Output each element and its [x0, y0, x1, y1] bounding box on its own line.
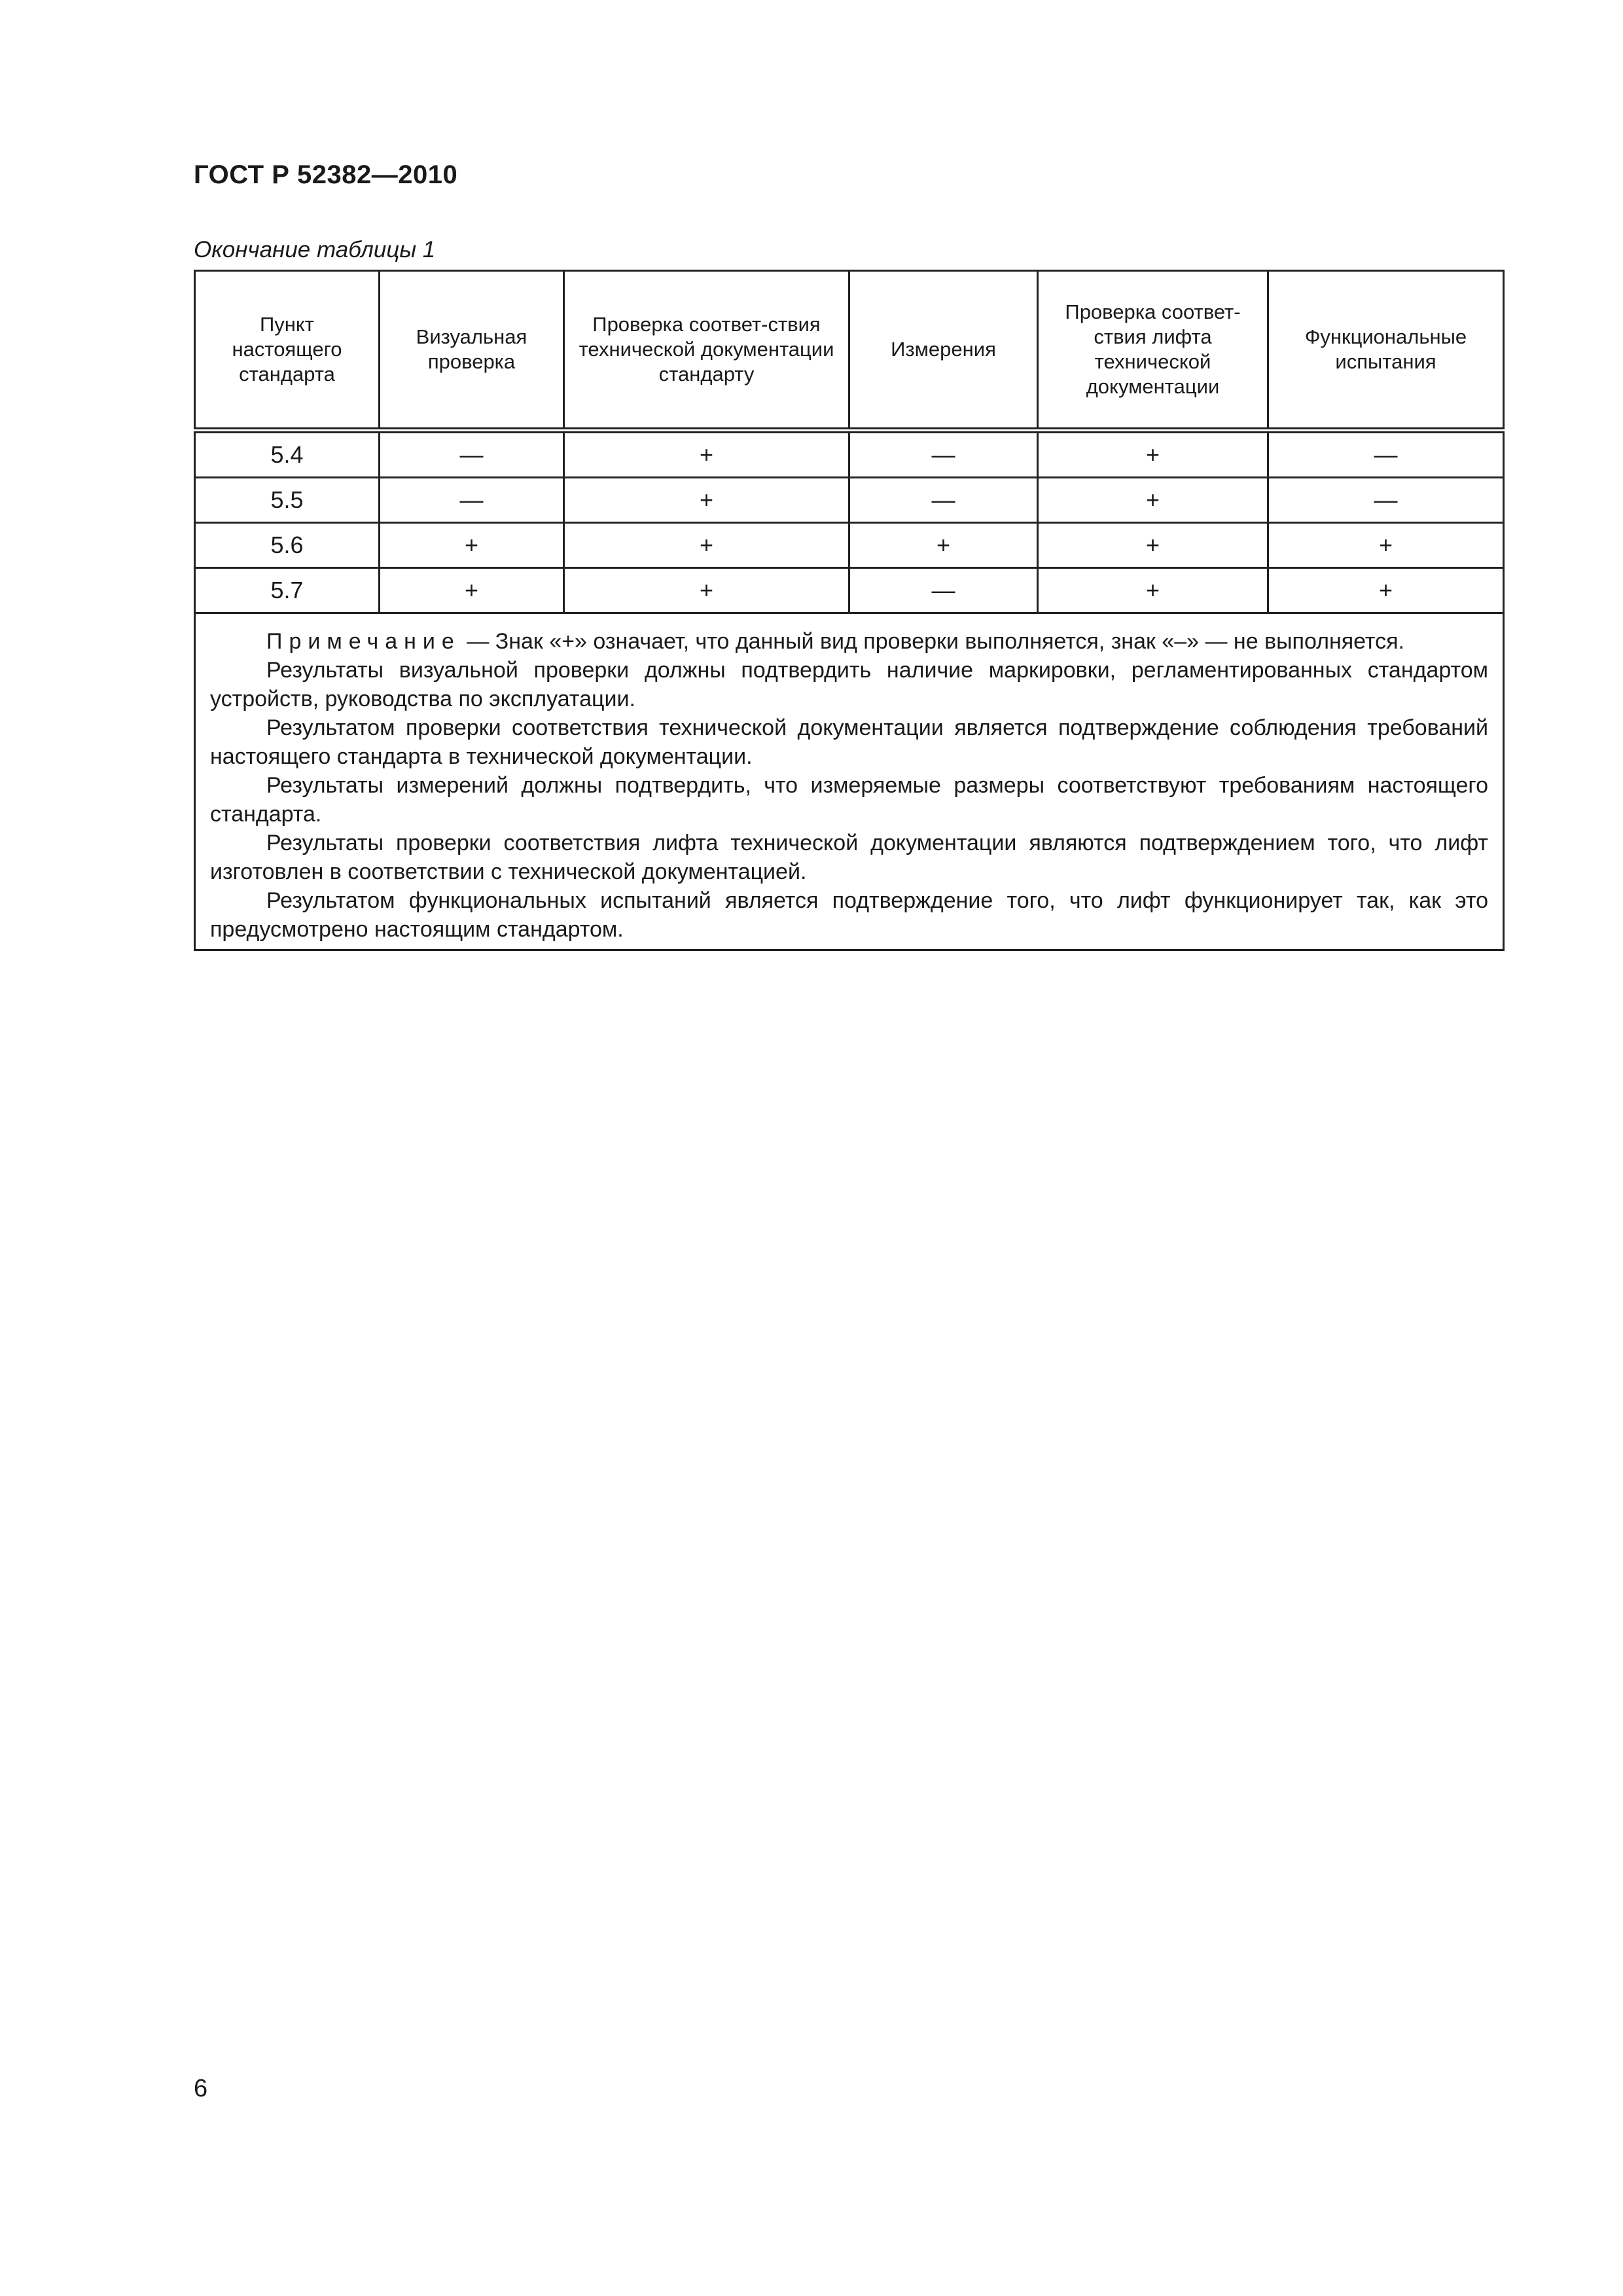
- column-header-clause: Пункт настоящего стандарта: [195, 271, 380, 431]
- note-paragraph: Результаты проверки соответствия лифта технической документации являются подтверждением того, что лифт изготовлен в соответствии с технической документацией.: [210, 831, 1488, 884]
- table-cell: 5.4: [195, 431, 380, 478]
- table-cell: —: [380, 431, 564, 478]
- table-cell: —: [849, 431, 1038, 478]
- table-cell: +: [1038, 478, 1268, 523]
- table-cell: +: [564, 568, 849, 613]
- table-row: [195, 523, 1504, 568]
- inspection-table: [194, 270, 1505, 951]
- table-cell: +: [1268, 568, 1504, 613]
- column-header-visual-check: Визуальная проверка: [380, 271, 564, 431]
- note-paragraph: Результатом функциональных испытаний является подтверждение того, что лифт функционирует так, как это предусмотрено настоящим стандартом.: [210, 888, 1488, 942]
- table-cell: +: [1268, 523, 1504, 568]
- table-caption: Окончание таблицы 1: [194, 237, 436, 262]
- table-cell: —: [849, 478, 1038, 523]
- table-cell: +: [1038, 431, 1268, 478]
- table-row: [195, 568, 1504, 613]
- table-cell: —: [849, 568, 1038, 613]
- table-cell: 5.7: [195, 568, 380, 613]
- table-header-row: [195, 271, 1504, 431]
- table-cell: 5.5: [195, 478, 380, 523]
- note-paragraph: Результаты визуальной проверки должны подтвердить наличие маркировки, регламентированных стандартом устройств, руководства по эксплуатации.: [210, 658, 1488, 711]
- table-cell: —: [1268, 478, 1504, 523]
- table-note: [195, 613, 1504, 950]
- note-label: Примечание: [266, 629, 461, 654]
- column-header-functional-tests: Функциональные испытания: [1268, 271, 1504, 431]
- table-cell: +: [1038, 523, 1268, 568]
- table-cell: 5.6: [195, 523, 380, 568]
- table-cell: +: [380, 568, 564, 613]
- table-row: [195, 478, 1504, 523]
- table-cell: +: [564, 523, 849, 568]
- document-header: ГОСТ Р 52382—2010: [194, 160, 458, 189]
- note-paragraph: Результатом проверки соответствия технической документации является подтверждение соблюдения требований настоящего стандарта в технической документации.: [210, 715, 1488, 769]
- table-cell: —: [380, 478, 564, 523]
- table-cell: +: [380, 523, 564, 568]
- table-cell: +: [564, 431, 849, 478]
- column-header-doc-compliance: Проверка соответ-ствия технической документации стандарту: [564, 271, 849, 431]
- column-header-measurements: Измерения: [849, 271, 1038, 431]
- note-first-line: [210, 627, 1488, 656]
- table-cell: —: [1268, 431, 1504, 478]
- note-first-text: — Знак «+» означает, что данный вид проверки выполняется, знак «–» — не выполняется.: [460, 629, 1404, 654]
- table-cell: +: [849, 523, 1038, 568]
- table-cell: +: [1038, 568, 1268, 613]
- table-row: [195, 431, 1504, 478]
- column-header-lift-doc-compliance: Проверка соответ-ствия лифта технической документации: [1038, 271, 1268, 431]
- table-note-row: [195, 613, 1504, 950]
- page-number: 6: [194, 2075, 208, 2102]
- note-paragraph: Результаты измерений должны подтвердить, что измеряемые размеры соответствуют требованиям настоящего стандарта.: [210, 773, 1488, 827]
- table-cell: +: [564, 478, 849, 523]
